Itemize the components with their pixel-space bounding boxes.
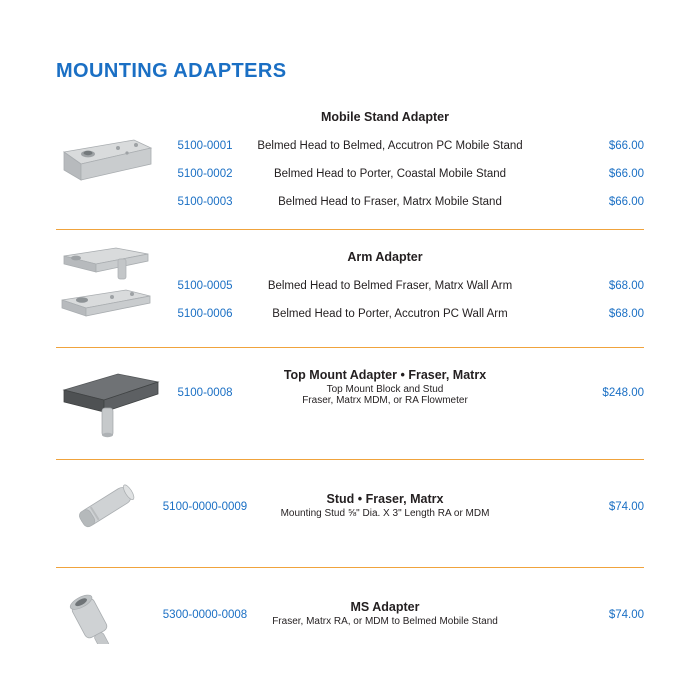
product-price: $66.00 xyxy=(608,196,644,208)
section-subtitle-1: Top Mount Block and Stud xyxy=(326,384,444,395)
product-price: $68.00 xyxy=(608,308,644,320)
section-ms-adapter xyxy=(0,568,700,676)
section-arm-adapter xyxy=(0,230,700,348)
table-row[interactable] xyxy=(0,190,700,218)
table-row[interactable] xyxy=(0,134,700,162)
section-subtitle-2: Fraser, Matrx MDM, or RA Flowmeter xyxy=(302,395,468,406)
table-row[interactable] xyxy=(0,302,700,330)
product-price: $68.00 xyxy=(608,280,644,292)
product-price: $66.00 xyxy=(608,168,644,180)
product-price: $66.00 xyxy=(608,140,644,152)
product-price: $248.00 xyxy=(602,387,644,399)
section-top-mount-adapter xyxy=(0,348,700,460)
top-mount-adapter-block-image xyxy=(56,364,156,440)
page-title: MOUNTING ADAPTERS xyxy=(56,60,287,82)
product-sku: 5100-0001 xyxy=(177,140,233,152)
product-rows xyxy=(0,274,700,330)
product-description: Belmed Head to Belmed, Accutron PC Mobile Stand xyxy=(257,140,523,152)
product-description: Belmed Head to Porter, Accutron PC Wall Arm xyxy=(272,308,508,320)
product-sku: 5100-0000-0009 xyxy=(162,501,248,513)
product-description: Belmed Head to Belmed Fraser, Matrx Wall Arm xyxy=(267,280,513,292)
section-subtitle-1: Mounting Stud ⅝" Dia. X 3" Length RA or MDM xyxy=(280,508,490,519)
product-rows xyxy=(0,134,700,218)
section-heading: Arm Adapter xyxy=(347,250,423,264)
product-sku: 5100-0008 xyxy=(177,387,233,399)
section-subtitle-1: Fraser, Matrx RA, or MDM to Belmed Mobile Stand xyxy=(272,616,498,627)
section-heading: MS Adapter xyxy=(350,600,420,614)
mounting-stud-icon xyxy=(56,476,156,538)
product-price: $74.00 xyxy=(608,609,644,621)
product-price: $74.00 xyxy=(608,501,644,513)
product-description: Belmed Head to Fraser, Matrx Mobile Stand xyxy=(278,196,502,208)
ms-adapter-sleeve-image xyxy=(56,580,156,644)
section-stud xyxy=(0,460,700,568)
top-mount-adapter-block-icon xyxy=(56,364,166,440)
product-sku: 5100-0003 xyxy=(177,196,233,208)
ms-adapter-sleeve-icon xyxy=(56,580,156,644)
product-description: Belmed Head to Porter, Coastal Mobile Stand xyxy=(273,168,507,180)
section-heading: Mobile Stand Adapter xyxy=(320,110,449,124)
section-heading: Top Mount Adapter • Fraser, Matrx xyxy=(283,368,487,382)
section-mobile-stand-adapter xyxy=(0,96,700,230)
table-row[interactable] xyxy=(0,162,700,190)
product-sku: 5100-0006 xyxy=(177,308,233,320)
table-row[interactable] xyxy=(0,274,700,302)
product-sections xyxy=(0,96,700,676)
product-sku: 5300-0000-0008 xyxy=(162,609,248,621)
section-heading: Stud • Fraser, Matrx xyxy=(326,492,444,506)
product-sku: 5100-0005 xyxy=(177,280,233,292)
mounting-stud-image xyxy=(56,476,156,538)
product-sku: 5100-0002 xyxy=(177,168,233,180)
